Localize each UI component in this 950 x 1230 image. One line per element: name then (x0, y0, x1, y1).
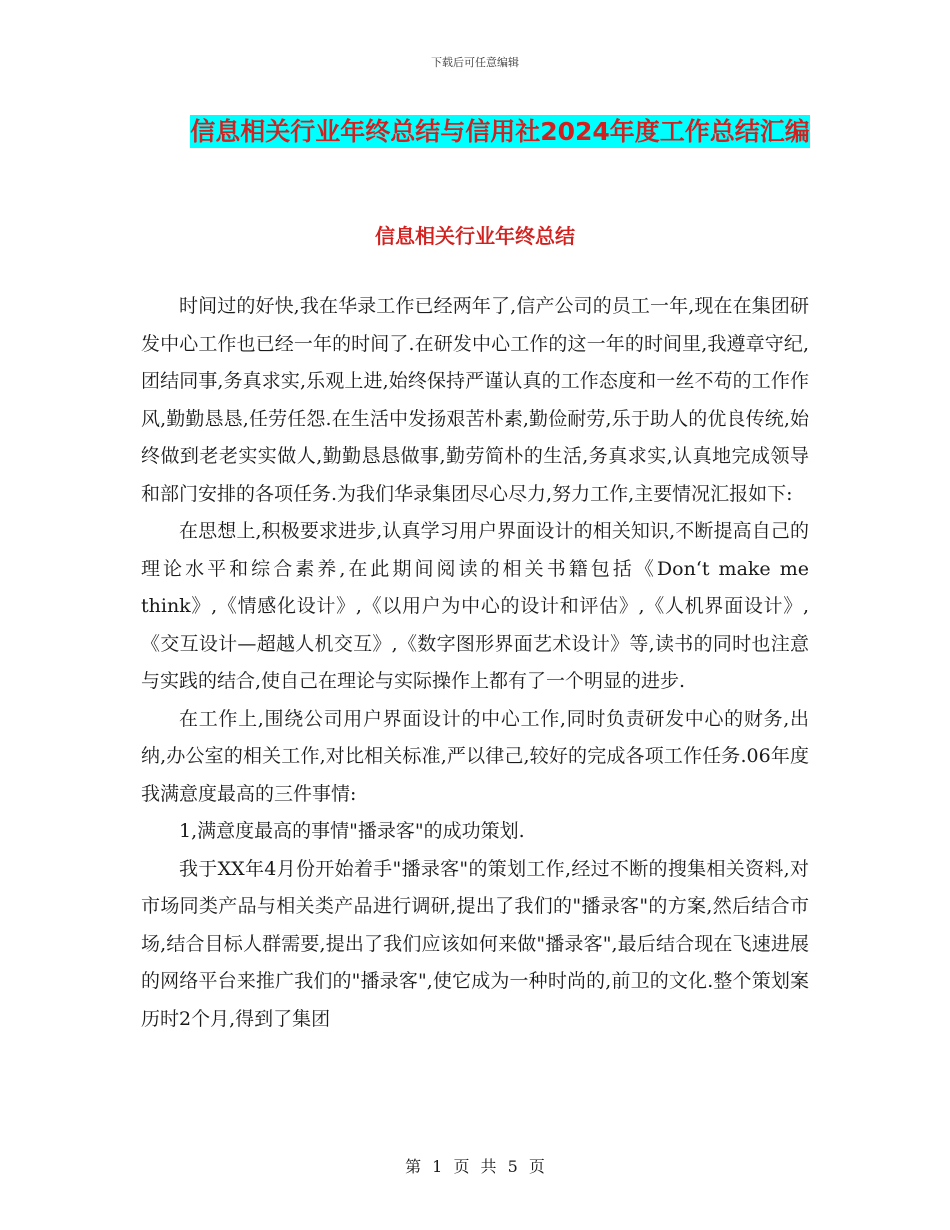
body-paragraph: 时间过的好快,我在华录工作已经两年了,信产公司的员工一年,现在在集团研发中心工作也已经一年的时间了.在研发中心工作的这一年的时间里,我遵章守纪,团结同事,务真求实,乐观上进,始终保持严谨认真的工作态度和一丝不苟的工作作风,勤勤恳恳,任劳任怨.在生活中发扬艰苦朴素,勤俭耐劳,乐于助人的优良传统,始终做到老老实实做人,勤勤恳恳做事,勤劳简朴的生活,务真求实,认真地完成领导和部门安排的各项任务.为我们华录集团尽心尽力,努力工作,主要情况汇报如下: (141, 295, 809, 505)
page-header-note: 下载后可任意编辑 (431, 56, 519, 69)
body-paragraph: 我于XX年4月份开始着手"播录客"的策划工作,经过不断的搜集相关资料,对市场同类产品与相关类产品进行调研,提出了我们的"播录客"的方案,然后结合市场,结合目标人群需要,提出了我们应该如何来做"播录客",最后结合现在飞速进展的网络平台来推广我们的"播录客",使它成为一种时尚的,前卫的文化.整个策划案历时2个月,得到了集团 (141, 857, 809, 1030)
document-body (141, 288, 809, 1038)
body-paragraph: 在思想上,积极要求进步,认真学习用户界面设计的相关知识,不断提高自己的理论水平和综合素养,在此期间阅读的相关书籍包括《Don‘t make me think》,《情感化设计》,《以用户为中心的设计和评估》,《人机界面设计》,《交互设计—超越人机交互》,《数字图形界面艺术设计》等,读书的同时也注意与实践的结合,使自己在理论与实际操作上都有了一个明显的进步. (141, 520, 809, 692)
document-title (120, 110, 880, 154)
document-title-text: 信息相关行业年终总结与信用社2024年度工作总结汇编 (190, 117, 810, 146)
page-number-footer: 第 1 页 共 5 页 (405, 1157, 545, 1176)
body-paragraph: 1,满意度最高的事情"播录客"的成功策划. (179, 820, 525, 842)
section-title: 信息相关行业年终总结 (375, 224, 575, 248)
body-paragraph: 在工作上,围绕公司用户界面设计的中心工作,同时负责研发中心的财务,出纳,办公室的相关工作,对比相关标准,严以律己,较好的完成各项工作任务.06年度我满意度最高的三件事情: (141, 707, 809, 805)
